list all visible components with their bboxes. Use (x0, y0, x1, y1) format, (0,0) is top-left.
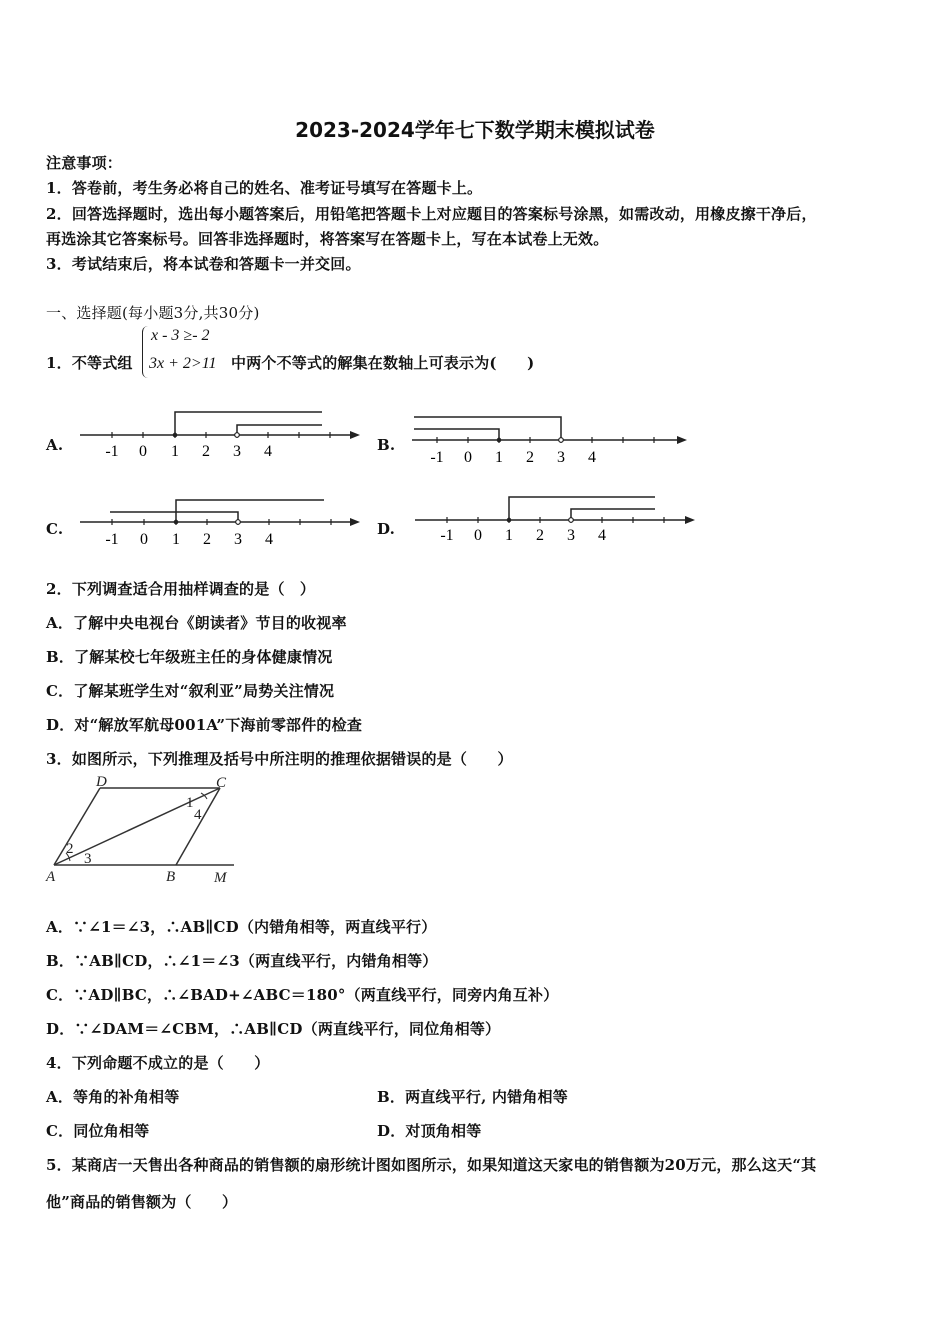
tick-label: -1 (430, 449, 444, 466)
fig-label-4: 4 (194, 807, 202, 823)
q2-option-b: B．了解某校七年级班主任的身体健康情况 (46, 648, 333, 666)
q4-option-c: C．同位角相等 (46, 1122, 150, 1140)
tick-label: 4 (264, 443, 272, 460)
notice-item: 2．回答选择题时，选出每小题答案后，用铅笔把答题卡上对应题目的答案标号涂黑，如需改动，用橡皮擦干净后， (46, 205, 817, 223)
fig-label-2: 2 (66, 841, 74, 857)
tick-label: -1 (105, 443, 119, 460)
q2-option-c: C．了解某班学生对“叙利亚”局势关注情况 (46, 682, 335, 700)
fig-label-m: M (214, 870, 227, 886)
parallelogram-figure (44, 775, 244, 890)
q4-stem: 4．下列命题不成立的是（ ） (46, 1054, 270, 1072)
q3-option-a: A．∵∠1＝∠3，∴AB∥CD（内错角相等，两直线平行） (46, 918, 437, 936)
q1-option-a-label: A. (46, 436, 64, 454)
fig-label-3: 3 (84, 851, 92, 867)
q2-option-d: D．对“解放军航母001A”下海前零部件的检查 (46, 716, 363, 734)
inequality-1: x - 3 ≥- 2 (151, 327, 210, 344)
q5-line1: 5．某商店一天售出各种商品的销售额的扇形统计图如图所示，如果知道这天家电的销售额为20万元，那么这天“其 (46, 1156, 817, 1174)
fig-label-a: A (46, 869, 56, 885)
tick-label: 4 (588, 449, 596, 466)
tick-label: -1 (440, 527, 454, 544)
number-line-b (412, 410, 697, 470)
tick-label: 1 (171, 443, 179, 460)
notice-item: 再选涂其它答案标号。回答非选择题时，将答案写在答题卡上，写在本试卷上无效。 (46, 230, 609, 248)
q1-option-c-label: C. (46, 520, 64, 538)
q3-option-c: C．∵AD∥BC，∴∠BAD+∠ABC＝180°（两直线平行，同旁内角互补） (46, 986, 559, 1004)
number-line-c (80, 492, 365, 552)
tick-label: 4 (265, 531, 273, 548)
q2-stem: 2．下列调查适合用抽样调查的是（ ） (46, 580, 316, 598)
tick-label: 3 (557, 449, 565, 466)
tick-label: 0 (474, 527, 482, 544)
notice-item: 3．考试结束后，将本试卷和答题卡一并交回。 (46, 255, 361, 273)
notice-item: 1．答卷前，考生务必将自己的姓名、准考证号填写在答题卡上。 (46, 179, 483, 197)
q3-stem: 3．如图所示，下列推理及括号中所注明的推理依据错误的是（ ） (46, 750, 513, 768)
fig-label-1: 1 (186, 795, 194, 811)
tick-label: 3 (567, 527, 575, 544)
number-line-a (80, 405, 365, 465)
tick-label: 0 (464, 449, 472, 466)
tick-label: 4 (598, 527, 606, 544)
tick-label: 2 (536, 527, 544, 544)
q1-prefix: 1．不等式组 (46, 354, 133, 372)
q2-option-a: A．了解中央电视台《朗读者》节目的收视率 (46, 614, 347, 632)
tick-label: 3 (233, 443, 241, 460)
tick-label: 1 (505, 527, 513, 544)
fig-label-b: B (166, 869, 176, 885)
q4-option-b: B．两直线平行, 内错角相等 (377, 1088, 568, 1106)
tick-label: 1 (495, 449, 503, 466)
tick-label: 0 (139, 443, 147, 460)
q5-line2: 他”商品的销售额为（ ） (46, 1193, 238, 1211)
q3-option-d: D．∵∠DAM＝∠CBM，∴AB∥CD（两直线平行，同位角相等） (46, 1020, 501, 1038)
tick-label: 2 (202, 443, 210, 460)
number-line-d (415, 490, 700, 550)
q1-option-b-label: B. (377, 436, 396, 454)
inequality-2: 3x + 2>11 (149, 355, 217, 372)
notice-heading: 注意事项： (46, 154, 123, 172)
q1-suffix: 中两个不等式的解集在数轴上可表示为( ) (231, 354, 535, 372)
fig-label-d: D (96, 774, 107, 790)
q4-option-a: A．等角的补角相等 (46, 1088, 180, 1106)
tick-label: 1 (172, 531, 180, 548)
tick-label: 3 (234, 531, 242, 548)
tick-label: -1 (105, 531, 119, 548)
q4-option-d: D．对顶角相等 (377, 1122, 482, 1140)
tick-label: 0 (140, 531, 148, 548)
q1-option-d-label: D. (377, 520, 396, 538)
q3-option-b: B．∵AB∥CD，∴∠1＝∠3（两直线平行，内错角相等） (46, 952, 438, 970)
tick-label: 2 (526, 449, 534, 466)
fig-label-c: C (216, 775, 227, 791)
page-title: 2023-2024学年七下数学期末模拟试卷 (295, 118, 655, 142)
tick-label: 2 (203, 531, 211, 548)
section-heading: 一、选择题(每小题3分,共30分) (46, 304, 260, 322)
